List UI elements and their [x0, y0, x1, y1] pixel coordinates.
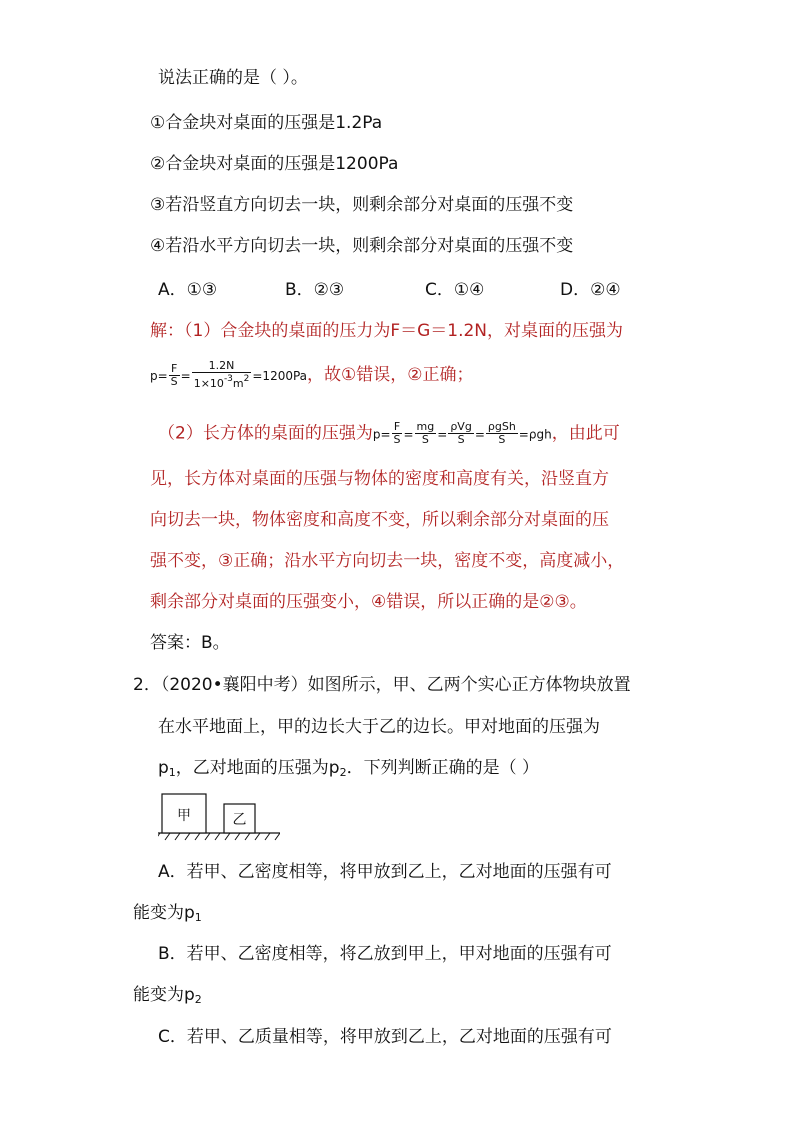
q2-line-1: 2．（2020•襄阳中考）如图所示，甲、乙两个实心正方体物块放置: [133, 675, 631, 695]
eq2-frac-c: [448, 421, 474, 446]
option-a: A．①③: [158, 280, 218, 300]
solution-equation-1: [150, 360, 474, 390]
eq1-val-num: 1.2N: [192, 360, 252, 373]
q2-option-c-line-1: C．若甲、乙质量相等，将甲放到乙上，乙对地面的压强有可: [158, 1027, 612, 1047]
solution-equation-2: [158, 421, 620, 447]
q2-line3-tail: ．下列判断正确的是（ ）: [346, 758, 539, 778]
statement-4: ④若沿水平方向切去一块，则剩余部分对桌面的压强不变: [150, 236, 574, 256]
eq2-tail: ，由此可: [551, 423, 620, 444]
option-b: B．②③: [285, 280, 345, 300]
eq2-b-den: S: [421, 433, 429, 446]
q2-p2-sub: 2: [339, 766, 347, 779]
q2-optA-text: 能变为p: [133, 903, 195, 923]
eq1-fraction-fs: [169, 363, 180, 388]
option-c: C．①④: [425, 280, 485, 300]
q2-option-b-line-2: [133, 983, 202, 1012]
eq2-frac-d: [486, 421, 518, 446]
answer: 答案：B。: [150, 633, 230, 653]
q2-optA-sub: 1: [194, 911, 202, 924]
q2-p1-sub: 1: [168, 766, 176, 779]
block-yi-label: 乙: [232, 812, 247, 828]
eq2-frac-a: [392, 421, 403, 446]
eq2-b-num: mg: [416, 420, 435, 433]
block-jia-label: 甲: [177, 808, 191, 824]
statement-2: ②合金块对桌面的压强是1200Pa: [150, 154, 399, 174]
eq2-p: p=: [372, 427, 391, 442]
eq2-eq-2: =: [437, 427, 448, 442]
q2-line-2: 在水平地面上，甲的边长大于乙的边长。甲对地面的压强为: [158, 717, 600, 737]
solution-line-5: 强不变，③正确；沿水平方向切去一块，密度不变，高度减小，: [150, 551, 625, 571]
eq2-frac-b: [415, 421, 437, 446]
eq1-p: p=: [150, 369, 168, 383]
eq1-fraction-value: [192, 360, 252, 390]
q2-option-b-line-1: B．若甲、乙密度相等，将乙放到甲上，甲对地面的压强有可: [158, 944, 612, 964]
solution-line-4: 向切去一块，物体密度和高度不变，所以剩余部分对桌面的压: [150, 510, 609, 530]
q2-optB-sub: 2: [194, 993, 202, 1006]
eq2-eq-1: =: [403, 427, 414, 442]
eq1-den-b: m: [232, 377, 244, 390]
eq1-tail: ，故①错误，②正确；: [307, 365, 474, 385]
solution-line-1: 解：（1）合金块的桌面的压力为F＝G＝1.2N，对桌面的压强为: [150, 321, 624, 341]
q2-option-a-line-2: [133, 901, 202, 930]
eq1-den-a: 1×10: [193, 377, 224, 390]
eq2-c-den: S: [457, 433, 465, 446]
solution-line-3: 见，长方体对桌面的压强与物体的密度和高度有关，沿竖直方: [150, 469, 609, 489]
question-stem-tail: 说法正确的是（ ）。: [158, 68, 308, 88]
eq1-equals: =: [180, 369, 191, 383]
q2-optB-text: 能变为p: [133, 985, 195, 1005]
eq1-den-exp2: 2: [243, 374, 250, 384]
q2-line-3: [158, 756, 539, 785]
q2-line3-mid: ，乙对地面的压强为p: [175, 758, 340, 778]
solution-line-6: 剩余部分对桌面的压强变小，④错误，所以正确的是②③。: [150, 592, 587, 612]
statement-1: ①合金块对桌面的压强是1.2Pa: [150, 113, 383, 133]
statement-3: ③若沿竖直方向切去一块，则剩余部分对桌面的压强不变: [150, 195, 574, 215]
eq1-f-den: S: [170, 374, 178, 388]
eq1-f-num: F: [169, 363, 180, 376]
eq2-result: =ρgh: [518, 427, 552, 442]
ground-hatching: [158, 833, 280, 840]
eq2-d-num: ρgSh: [487, 420, 516, 433]
eq2-c-num: ρVg: [450, 420, 472, 433]
eq1-result: =1200Pa: [252, 369, 308, 383]
q2-p1: p: [158, 758, 169, 778]
q2-option-a-line-1: A．若甲、乙密度相等，将甲放到乙上，乙对地面的压强有可: [158, 862, 612, 882]
eq2-a-num: F: [392, 421, 403, 434]
eq2-a-den: S: [393, 433, 401, 446]
blocks-figure: [158, 792, 280, 842]
option-d: D．②④: [560, 280, 621, 300]
eq1-den-exp: -3: [223, 374, 233, 384]
eq2-d-den: S: [498, 433, 506, 446]
eq2-prefix: （2）长方体的桌面的压强为: [158, 423, 373, 444]
eq2-eq-3: =: [474, 427, 485, 442]
eq1-val-den: [192, 373, 252, 390]
